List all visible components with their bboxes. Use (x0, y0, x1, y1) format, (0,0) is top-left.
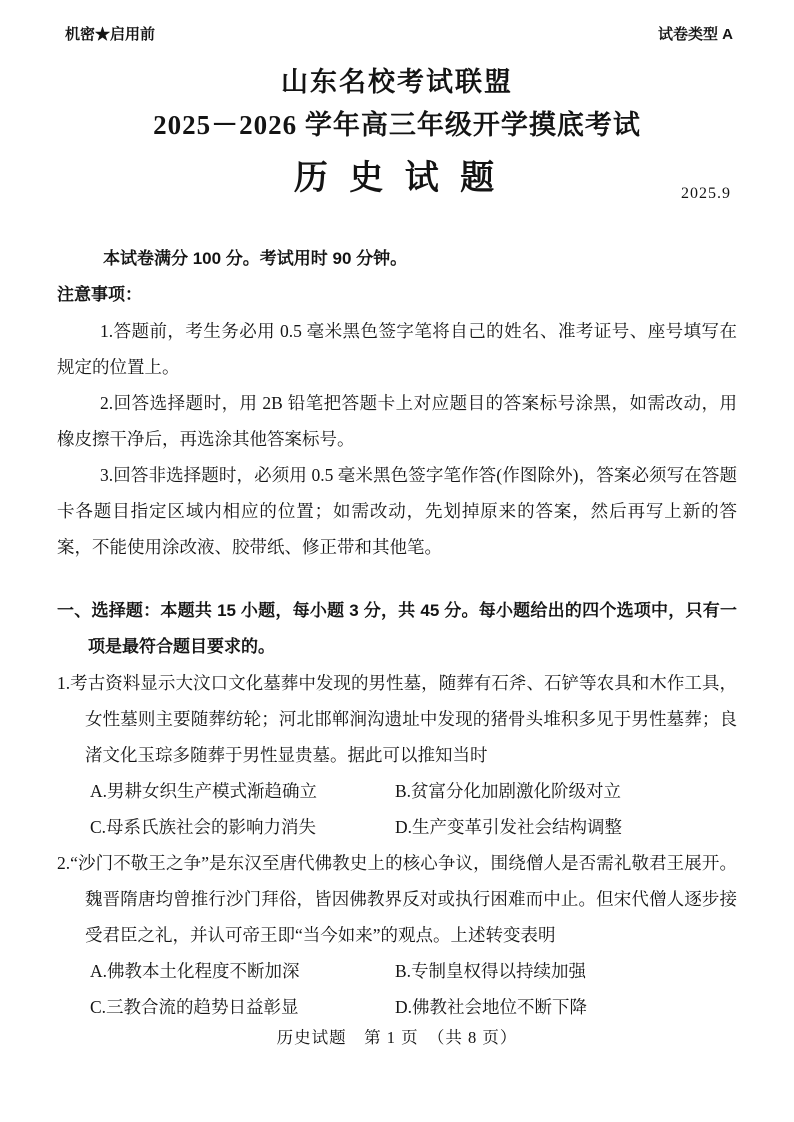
question-2-option-c: C.三教合流的趋势日益彰显 (90, 997, 299, 1017)
notice-heading: 注意事项： (57, 285, 142, 304)
notice-item-1: 1.答题前，考生务必用 0.5 毫米黑色签字笔将自己的姓名、准考证号、座号填写在规定的位置上。 (57, 321, 737, 377)
question-2 (57, 845, 737, 1025)
notice-item-2: 2.回答选择题时，用 2B 铅笔把答题卡上对应题目的答案标号涂黑，如需改动，用橡皮擦干净后，再选涂其他答案标号。 (57, 393, 737, 449)
paper-meta-row (57, 24, 737, 46)
exam-session-title: 2025－2026 学年高三年级开学摸底考试 (153, 110, 641, 140)
question-1-option-a: A.男耕女织生产模式渐趋确立 (90, 781, 318, 801)
score-duration-line: 本试卷满分 100 分。考试用时 90 分钟。 (103, 249, 408, 268)
subject-title: 历 史 试 题 (293, 159, 501, 197)
page-footer: 历史试题 第 1 页 （共 8 页） (276, 1028, 518, 1047)
exam-organization-title: 山东名校考试联盟 (281, 67, 513, 97)
question-1-stem: 1.考古资料显示大汶口文化墓葬中发现的男性墓，随葬有石斧、石铲等农具和木作工具，女性墓则主要随葬纺轮；河北邯郸涧沟遗址中发现的猪骨头堆积多见于男性墓葬；良渚文化玉琮多随葬于男性显贵墓。据此可以推知当时 (57, 673, 737, 765)
question-1-option-c: C.母系氏族社会的影响力消失 (90, 817, 317, 837)
question-2-stem: 2.“沙门不敬王之争”是东汉至唐代佛教史上的核心争议，围绕僧人是否需礼敬君王展开。魏晋隋唐均曾推行沙门拜俗，皆因佛教界反对或执行困难而中止。但宋代僧人逐步接受君臣之礼，并认可帝王即“当今如来”的观点。上述转变表明 (57, 853, 737, 945)
question-1-option-d: D.生产变革引发社会结构调整 (395, 817, 623, 837)
question-2-option-b: B.专制皇权得以持续加强 (395, 961, 587, 981)
question-1 (57, 665, 737, 845)
question-2-option-a: A.佛教本土化程度不断加深 (90, 961, 300, 981)
question-2-options (57, 953, 737, 1025)
question-1-options (57, 773, 737, 845)
notice-item-3: 3.回答非选择题时，必须用 0.5 毫米黑色签字笔作答(作图除外)，答案必须写在答题卡各题目指定区域内相应的位置；如需改动，先划掉原来的答案，然后再写上新的答案，不能使用涂改液、胶带纸、修正带和其他笔。 (57, 465, 737, 557)
subject-title-row (57, 157, 737, 202)
section-1-heading: 一、选择题：本题共 15 小题，每小题 3 分，共 45 分。每小题给出的四个选项中，只有一项是最符合题目要求的。 (57, 601, 737, 656)
title-block (57, 66, 737, 202)
exam-date: 2025.9 (681, 185, 731, 202)
confidential-label: 机密★启用前 (65, 26, 156, 43)
question-2-option-d: D.佛教社会地位不断下降 (395, 997, 588, 1017)
question-1-option-b: B.贫富分化加剧激化阶级对立 (395, 781, 622, 801)
paper-type-label: 试卷类型 A (657, 26, 733, 43)
paper-body (57, 241, 737, 1025)
